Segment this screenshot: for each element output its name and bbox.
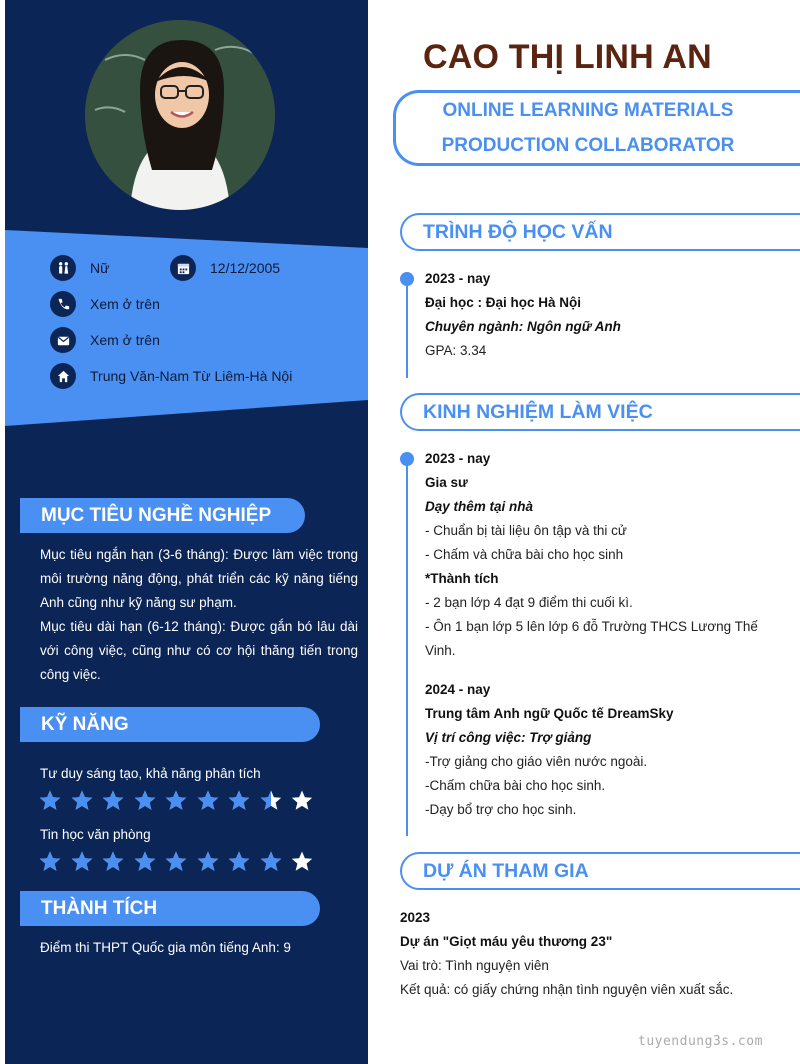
- job-period: 2023 - nay: [425, 451, 491, 466]
- job-duty: - Chuẩn bị tài liệu ôn tập và thi cử: [425, 523, 627, 538]
- job-role: Dạy thêm tại nhà: [425, 499, 534, 514]
- objective-short-term: Mục tiêu ngắn hạn (3-6 tháng): Được làm việc trong môi trường năng động, phát triển các kỹ năng tiếng Anh cũng như kỹ năng sư phạm.: [40, 547, 358, 610]
- objective-long-term: Mục tiêu dài hạn (6-12 tháng): Được gắn bó lâu dài với công việc, cũng như có cơ hội thăng tiến trong công việc.: [40, 619, 358, 682]
- job-role: Vị trí công việc: Trợ giảng: [425, 730, 592, 745]
- gender-icon: [50, 255, 76, 281]
- star-icon: [290, 850, 314, 872]
- contact-address: [50, 363, 292, 389]
- job-duty: -Chấm chữa bài cho học sinh.: [425, 778, 606, 793]
- skill-rating: [38, 789, 322, 811]
- star-icon: [133, 850, 157, 872]
- star-icon: [259, 789, 283, 811]
- calendar-icon: [170, 255, 196, 281]
- star-icon: [101, 789, 125, 811]
- experience-entry-1: [425, 447, 780, 663]
- project-year: 2023: [400, 910, 431, 925]
- star-icon: [133, 789, 157, 811]
- objective-heading: MỤC TIÊU NGHỀ NGHIỆP: [20, 498, 305, 533]
- email-text: Xem ở trên: [90, 332, 160, 348]
- phone-text: Xem ở trên: [90, 296, 160, 312]
- timeline-dot: [400, 452, 414, 466]
- education-period: 2023 - nay: [425, 271, 491, 286]
- education-timeline: [406, 278, 408, 378]
- contact-birthday: [170, 255, 280, 281]
- skill-rating: [38, 850, 322, 872]
- project-result: Kết quả: có giấy chứng nhận tình nguyện viên xuất sắc.: [400, 982, 734, 997]
- job-achievement: - Ôn 1 bạn lớp 5 lên lớp 6 đỗ Trường THCS Lương Thế Vinh.: [425, 619, 758, 658]
- contact-gender: [50, 255, 109, 281]
- watermark: tuyendung3s.com: [638, 1034, 763, 1049]
- education-major: Chuyên ngành: Ngôn ngữ Anh: [425, 319, 621, 334]
- job-duty: -Dạy bổ trợ cho học sinh.: [425, 802, 577, 817]
- star-icon: [227, 789, 251, 811]
- project-role: Vai trò: Tình nguyện viên: [400, 958, 549, 973]
- skills-heading: KỸ NĂNG: [20, 707, 320, 742]
- email-icon: [50, 327, 76, 353]
- education-school: Đại học : Đại học Hà Nội: [425, 295, 582, 310]
- job-achievement-label: *Thành tích: [425, 571, 499, 586]
- phone-icon: [50, 291, 76, 317]
- skill-name: Tin học văn phòng: [40, 827, 151, 842]
- star-icon: [164, 789, 188, 811]
- experience-heading: KINH NGHIỆM LÀM VIỆC: [400, 393, 800, 431]
- profile-photo-illustration: [85, 20, 275, 210]
- timeline-dot: [400, 272, 414, 286]
- address-text: Trung Văn-Nam Từ Liêm-Hà Nội: [90, 368, 293, 384]
- gender-text: Nữ: [90, 260, 110, 276]
- job-duty: -Trợ giảng cho giáo viên nước ngoài.: [425, 754, 648, 769]
- education-entry: [425, 267, 780, 363]
- job-period: 2024 - nay: [425, 682, 491, 697]
- job-title-line-1: ONLINE LEARNING MATERIALS: [442, 100, 734, 121]
- candidate-name: CAO THỊ LINH AN: [423, 38, 712, 76]
- experience-entry-2: [425, 678, 780, 822]
- projects-heading: DỰ ÁN THAM GIA: [400, 852, 800, 890]
- star-icon: [38, 789, 62, 811]
- star-icon: [101, 850, 125, 872]
- star-icon: [227, 850, 251, 872]
- star-icon: [70, 850, 94, 872]
- achievements-text: Điểm thi THPT Quốc gia môn tiếng Anh: 9: [40, 940, 291, 955]
- objective-text: [40, 543, 358, 687]
- education-heading: TRÌNH ĐỘ HỌC VẤN: [400, 213, 800, 251]
- achievements-heading: THÀNH TÍCH: [20, 891, 320, 926]
- job-org: Gia sư: [425, 475, 468, 490]
- star-icon: [38, 850, 62, 872]
- job-org: Trung tâm Anh ngữ Quốc tế DreamSky: [425, 706, 674, 721]
- star-icon: [196, 850, 220, 872]
- project-entry: [400, 906, 790, 1002]
- project-name: Dự án "Giọt máu yêu thương 23": [400, 934, 613, 949]
- job-achievement: - 2 bạn lớp 4 đạt 9 điểm thi cuối kì.: [425, 595, 633, 610]
- contact-email: [50, 327, 160, 353]
- experience-timeline: [406, 458, 408, 836]
- contact-phone: [50, 291, 160, 317]
- education-gpa: GPA: 3.34: [425, 343, 487, 358]
- birthday-text: 12/12/2005: [210, 260, 281, 276]
- star-icon: [196, 789, 220, 811]
- star-icon: [259, 850, 283, 872]
- profile-photo: [85, 20, 275, 210]
- star-icon: [164, 850, 188, 872]
- star-icon: [70, 789, 94, 811]
- sidebar: [5, 0, 368, 1064]
- skill-name: Tư duy sáng tạo, khả năng phân tích: [40, 766, 261, 781]
- home-icon: [50, 363, 76, 389]
- job-duty: - Chấm và chữa bài cho học sinh: [425, 547, 624, 562]
- star-icon: [290, 789, 314, 811]
- job-title-line-2: PRODUCTION COLLABORATOR: [441, 135, 735, 156]
